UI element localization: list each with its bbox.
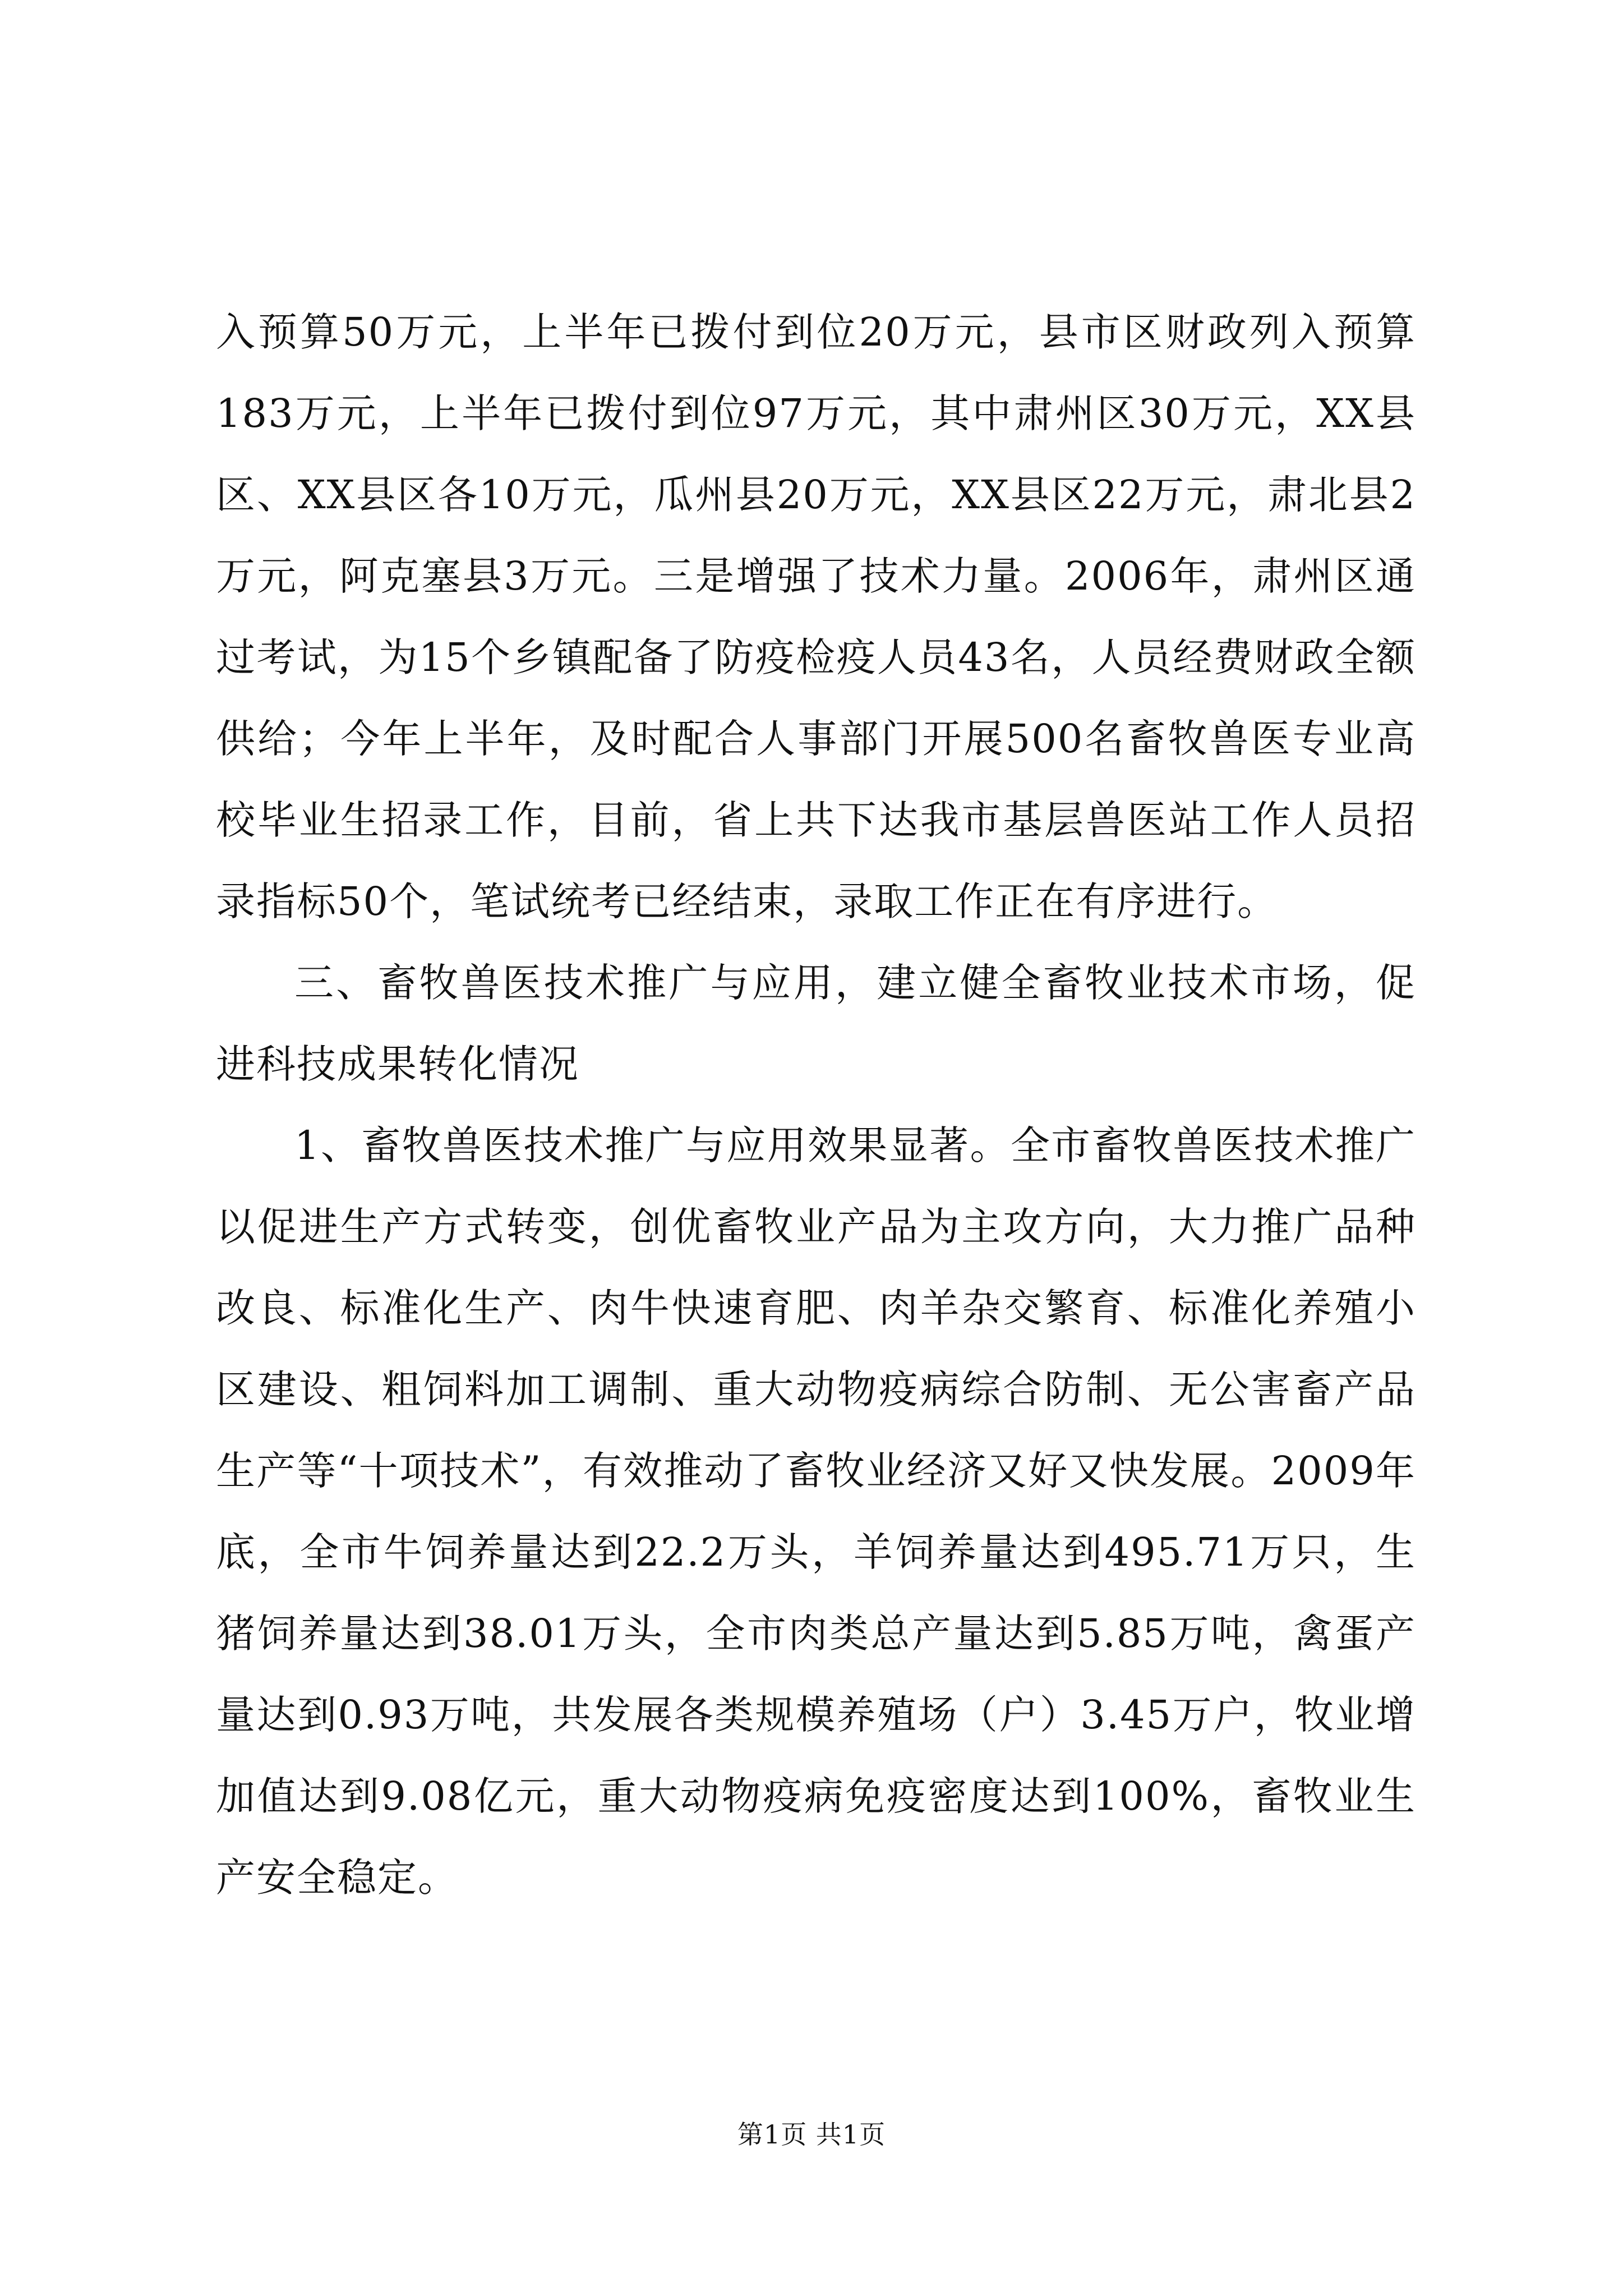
paragraph-3: 1、畜牧兽医技术推广与应用效果显著。全市畜牧兽医技术推广以促进生产方式转变，创优畜牧业产品为主攻方向，大力推广品种改良、标准化生产、肉牛快速育肥、肉羊杂交繁育、标准化养殖小区建设、粗饲料加工调制、重大动物疫病综合防制、无公害畜产品生产等“十项技术”，有效推动了畜牧业经济又好又快发展。2009年底，全市牛饲养量达到22.2万头，羊饲养量达到495.71万只，生猪饲养量达到38.01万头，全市肉类总产量达到5.85万吨，禽蛋产量达到0.93万吨，共发展各类规模养殖场（户）3.45万户，牧业增加值达到9.08亿元，重大动物疫病免疫密度达到100%，畜牧业生产安全稳定。 [216,1122,1416,1901]
document-body [216,292,1416,1918]
page-footer: 第1页 共1页 [737,2119,886,2150]
section-heading-3: 三、畜牧兽医技术推广与应用，建立健全畜牧业技术市场，促进科技成果转化情况 [216,960,1416,1087]
paragraph-1: 入预算50万元，上半年已拨付到位20万元，县市区财政列入预算183万元，上半年已拨付到位97万元，其中肃州区30万元，XX县区、XX县区各10万元，瓜州县20万元，XX县区22万元，肃北县2万元，阿克塞县3万元。三是增强了技术力量。2006年，肃州区通过考试，为15个乡镇配备了防疫检疫人员43名，人员经费财政全额供给；今年上半年，及时配合人事部门开展500名畜牧兽医专业高校毕业生招录工作，目前，省上共下达我市基层兽医站工作人员招录指标50个，笔试统考已经结束，录取工作正在有序进行。 [216,309,1416,924]
